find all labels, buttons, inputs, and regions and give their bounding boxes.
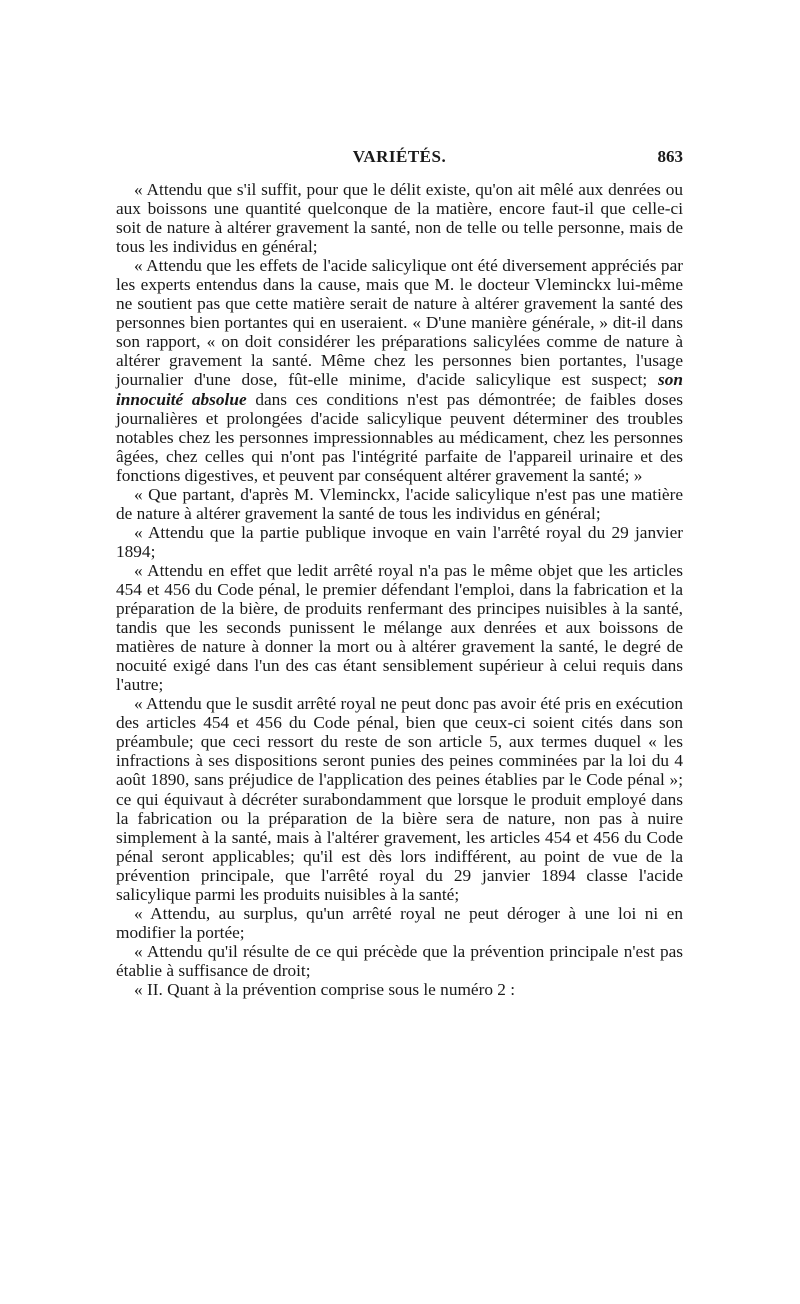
body-text <box>116 180 683 999</box>
running-title: VARIÉTÉS. <box>352 147 447 166</box>
paragraph: « Attendu, au surplus, qu'un arrêté royal ne peut déroger à une loi ni en modifier la portée; <box>116 903 683 942</box>
paragraph: « II. Quant à la prévention comprise sous le numéro 2 : <box>134 979 516 999</box>
italic-phrase: son innocuité absolue <box>116 370 683 409</box>
paragraph: « Attendu en effet que ledit arrêté royal n'a pas le même objet que les articles 454 et 456 du Code pénal, le premier défendant l'emploi, dans la fabrication et la préparation de la bière, de produits renfermant des principes nuisibles à la santé, tandis que les seconds punissent le mélange aux denrées et aux boissons de matières de nature à donner la mort ou à altérer gravement la santé, le degré de nocuité exigé dans l'un des cas étant sensiblement supérieur à celui requis dans l'autre; <box>116 560 683 695</box>
paragraph: « Que partant, d'après M. Vleminckx, l'acide salicylique n'est pas une matière de nature à altérer gravement la santé de tous les individus en général; <box>116 484 683 523</box>
paragraph: « Attendu qu'il résulte de ce qui précède que la prévention principale n'est pas établie à suffisance de droit; <box>116 941 683 980</box>
paragraph <box>116 256 683 485</box>
paragraph: « Attendu que s'il suffit, pour que le délit existe, qu'on ait mêlé aux denrées ou aux boissons une quantité quelconque de la matière, encore faut-il que celle-ci soit de nature à altérer gravement la santé, non de telle ou telle personne, mais de tous les individus en général; <box>116 180 683 257</box>
paragraph-text: « Attendu que les effets de l'acide salicylique ont été diversement appréciés par les experts entendus dans la cause, mais que M. le docteur Vleminckx lui-même ne soutient pas que cette matière serait de nature à altérer gravement la santé des personnes bien portantes qui en useraient. « D'une manière générale, » dit-il dans son rapport, « on doit considérer les préparations salicylées comme de nature à altérer gravement la santé. Même chez les personnes bien portantes, l'usage journalier d'une dose, fût-elle minime, d'acide salicylique est suspect; <box>116 256 683 390</box>
paragraph: « Attendu que la partie publique invoque en vain l'arrêté royal du 29 janvier 1894; <box>116 522 683 561</box>
page-number: 863 <box>657 147 683 166</box>
page-header <box>116 147 683 171</box>
paragraph-text-continued: dans ces conditions n'est pas démontrée; de faibles doses journalières et prolongées d'acide salicylique peuvent déterminer des troubles notables chez les personnes impressionnables au médicament, chez les personnes âgées, chez celles qui n'ont pas l'intégrité parfaite de l'appareil urinaire et des fonctions digestives, et peuvent par conséquent altérer gravement la santé; » <box>116 389 683 485</box>
paragraph: « Attendu que le susdit arrêté royal ne peut donc pas avoir été pris en exécution des articles 454 et 456 du Code pénal, bien que ceux-ci soient cités dans son préambule; que ceci ressort du reste de son article 5, aux termes duquel « les infractions à ses dispositions seront punies des peines comminées par la loi du 4 août 1890, sans préjudice de l'application des peines établies par le Code pénal »; ce qui équivaut à décréter surabondamment que lorsque le produit employé dans la fabrication ou la préparation de la bière sera de nature, non pas à nuire simplement à la santé, mais à l'altérer gravement, les articles 454 et 456 du Code pénal seront applicables; qu'il est dès lors indifférent, au point de vue de la prévention principale, que l'arrêté royal du 29 janvier 1894 classe l'acide salicylique parmi les produits nuisibles à la santé; <box>116 694 683 904</box>
